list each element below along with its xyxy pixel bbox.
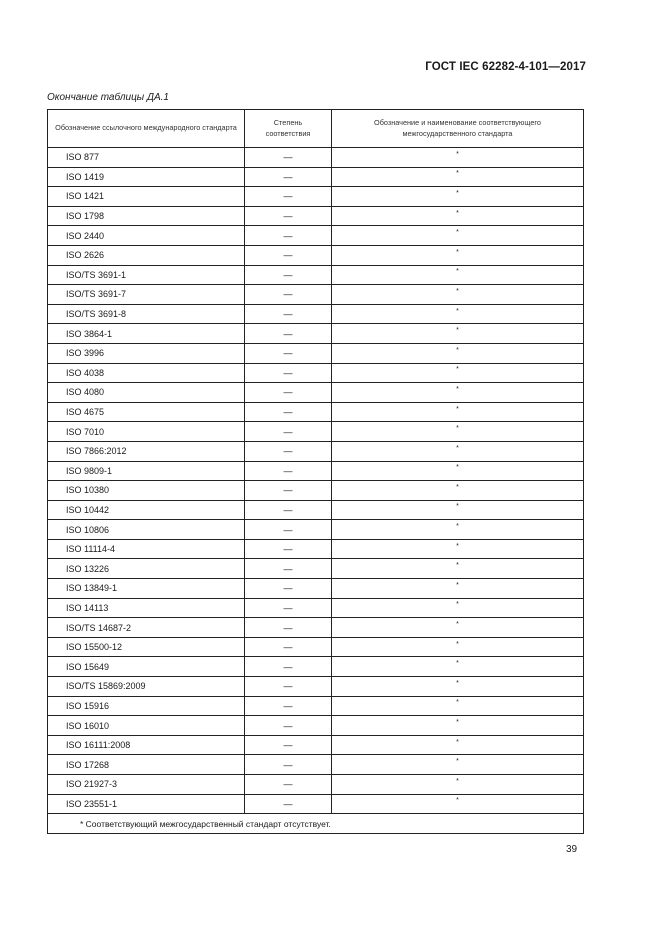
asterisk-mark: * [456,777,459,785]
cell-iso-designation: ISO 11114-4 [48,539,245,559]
table-row [48,716,584,736]
cell-iso-designation: ISO 2626 [48,245,245,265]
cell-national-standard [332,206,584,226]
asterisk-mark: * [456,719,459,727]
table-row [48,735,584,755]
column-header-degree: Степень соответствия [245,110,332,148]
asterisk-mark: * [456,562,459,570]
cell-national-standard [332,402,584,422]
cell-national-standard [332,285,584,305]
table-row [48,304,584,324]
asterisk-mark: * [456,287,459,295]
table-row [48,324,584,344]
asterisk-mark: * [456,229,459,237]
cell-degree: — [245,579,332,599]
cell-national-standard [332,226,584,246]
cell-iso-designation: ISO/TS 15869:2009 [48,677,245,697]
cell-national-standard [332,422,584,442]
cell-iso-designation: ISO 1419 [48,167,245,187]
asterisk-mark: * [456,679,459,687]
cell-degree: — [245,500,332,520]
table-row [48,226,584,246]
asterisk-mark: * [456,797,459,805]
asterisk-mark: * [456,758,459,766]
table-row [48,775,584,795]
table-row [48,285,584,305]
cell-national-standard [332,657,584,677]
cell-iso-designation: ISO/TS 3691-8 [48,304,245,324]
cell-degree: — [245,402,332,422]
page-number: 39 [566,844,578,855]
asterisk-mark: * [456,503,459,511]
cell-degree: — [245,148,332,168]
cell-degree: — [245,775,332,795]
cell-iso-designation: ISO 3864-1 [48,324,245,344]
cell-degree: — [245,187,332,207]
cell-degree: — [245,559,332,579]
cell-degree: — [245,441,332,461]
cell-degree: — [245,755,332,775]
column-header-iso: Обозначение ссылочного международного стандарта [48,110,245,148]
asterisk-mark: * [456,621,459,629]
asterisk-mark: * [456,170,459,178]
cell-national-standard [332,696,584,716]
asterisk-mark: * [456,405,459,413]
cell-degree: — [245,716,332,736]
cell-national-standard [332,579,584,599]
cell-national-standard [332,598,584,618]
cell-degree: — [245,539,332,559]
asterisk-mark: * [456,660,459,668]
cell-national-standard [332,304,584,324]
cell-iso-designation: ISO 14113 [48,598,245,618]
cell-degree: — [245,324,332,344]
asterisk-mark: * [456,738,459,746]
cell-degree: — [245,383,332,403]
asterisk-mark: * [456,150,459,158]
cell-degree: — [245,343,332,363]
cell-iso-designation: ISO/TS 3691-7 [48,285,245,305]
asterisk-mark: * [456,699,459,707]
cell-iso-designation: ISO 13226 [48,559,245,579]
cell-iso-designation: ISO 16010 [48,716,245,736]
cell-national-standard [332,187,584,207]
asterisk-mark: * [456,464,459,472]
table-row [48,618,584,638]
cell-iso-designation: ISO 13849-1 [48,579,245,599]
table-row [48,677,584,697]
cell-iso-designation: ISO 17268 [48,755,245,775]
cell-degree: — [245,677,332,697]
cell-iso-designation: ISO 10380 [48,481,245,501]
cell-iso-designation: ISO 4038 [48,363,245,383]
asterisk-mark: * [456,542,459,550]
table-row [48,402,584,422]
cell-national-standard [332,441,584,461]
asterisk-mark: * [456,523,459,531]
asterisk-mark: * [456,209,459,217]
cell-iso-designation: ISO 7010 [48,422,245,442]
reference-table [47,109,584,834]
cell-national-standard [332,618,584,638]
asterisk-mark: * [456,425,459,433]
table-row [48,657,584,677]
cell-degree: — [245,637,332,657]
asterisk-mark: * [456,346,459,354]
cell-national-standard [332,245,584,265]
cell-national-standard [332,265,584,285]
asterisk-mark: * [456,640,459,648]
asterisk-mark: * [456,581,459,589]
cell-degree: — [245,304,332,324]
cell-degree: — [245,206,332,226]
cell-iso-designation: ISO/TS 14687-2 [48,618,245,638]
cell-degree: — [245,481,332,501]
cell-iso-designation: ISO 7866:2012 [48,441,245,461]
cell-national-standard [332,363,584,383]
table-row [48,637,584,657]
table-row [48,383,584,403]
cell-degree: — [245,265,332,285]
table-row [48,598,584,618]
cell-degree: — [245,696,332,716]
table-row [48,794,584,814]
table-row [48,755,584,775]
table-row [48,696,584,716]
table-row [48,206,584,226]
asterisk-mark: * [456,268,459,276]
cell-degree: — [245,226,332,246]
table-row [48,167,584,187]
cell-iso-designation: ISO 15649 [48,657,245,677]
cell-iso-designation: ISO 3996 [48,343,245,363]
table-row [48,187,584,207]
asterisk-mark: * [456,483,459,491]
cell-degree: — [245,520,332,540]
table-row [48,245,584,265]
table-row [48,343,584,363]
cell-degree: — [245,461,332,481]
asterisk-mark: * [456,307,459,315]
cell-national-standard [332,481,584,501]
cell-national-standard [332,167,584,187]
cell-iso-designation: ISO 9809-1 [48,461,245,481]
cell-iso-designation: ISO/TS 3691-1 [48,265,245,285]
table-body [48,148,584,814]
table-row [48,579,584,599]
table-row [48,148,584,168]
cell-national-standard [332,559,584,579]
table-footnote: * Соответствующий межгосударственный стандарт отсутствует. [48,814,584,834]
cell-national-standard [332,637,584,657]
cell-degree: — [245,794,332,814]
cell-national-standard [332,324,584,344]
cell-iso-designation: ISO 23551-1 [48,794,245,814]
cell-iso-designation: ISO 15500-12 [48,637,245,657]
cell-national-standard [332,383,584,403]
cell-iso-designation: ISO 4080 [48,383,245,403]
cell-iso-designation: ISO 21927-3 [48,775,245,795]
cell-national-standard [332,539,584,559]
cell-iso-designation: ISO 10806 [48,520,245,540]
cell-degree: — [245,657,332,677]
cell-iso-designation: ISO 1421 [48,187,245,207]
table-row [48,461,584,481]
table-row [48,559,584,579]
asterisk-mark: * [456,366,459,374]
cell-iso-designation: ISO 1798 [48,206,245,226]
cell-national-standard [332,716,584,736]
cell-national-standard [332,148,584,168]
asterisk-mark: * [456,444,459,452]
cell-iso-designation: ISO 15916 [48,696,245,716]
table-row [48,422,584,442]
cell-iso-designation: ISO 4675 [48,402,245,422]
cell-degree: — [245,245,332,265]
cell-national-standard [332,500,584,520]
table-row [48,520,584,540]
table-header-row [48,110,584,148]
cell-degree: — [245,167,332,187]
cell-degree: — [245,735,332,755]
table-row [48,363,584,383]
cell-iso-designation: ISO 2440 [48,226,245,246]
cell-national-standard [332,794,584,814]
cell-degree: — [245,618,332,638]
table-caption: Окончание таблицы ДА.1 [47,92,169,103]
cell-national-standard [332,775,584,795]
cell-national-standard [332,677,584,697]
cell-iso-designation: ISO 16111:2008 [48,735,245,755]
table-row [48,481,584,501]
column-header-national: Обозначение и наименование соответствующего межгосударственного стандарта [332,110,584,148]
asterisk-mark: * [456,189,459,197]
asterisk-mark: * [456,601,459,609]
asterisk-mark: * [456,248,459,256]
table-row [48,539,584,559]
table-row [48,500,584,520]
footnote-row [48,814,584,834]
asterisk-mark: * [456,327,459,335]
asterisk-mark: * [456,385,459,393]
cell-national-standard [332,735,584,755]
cell-degree: — [245,598,332,618]
table-row [48,265,584,285]
document-header: ГОСТ IEC 62282-4-101—2017 [425,61,586,73]
table-row [48,441,584,461]
cell-degree: — [245,422,332,442]
cell-national-standard [332,343,584,363]
cell-iso-designation: ISO 877 [48,148,245,168]
cell-national-standard [332,520,584,540]
cell-degree: — [245,285,332,305]
cell-iso-designation: ISO 10442 [48,500,245,520]
cell-degree: — [245,363,332,383]
cell-national-standard [332,755,584,775]
cell-national-standard [332,461,584,481]
